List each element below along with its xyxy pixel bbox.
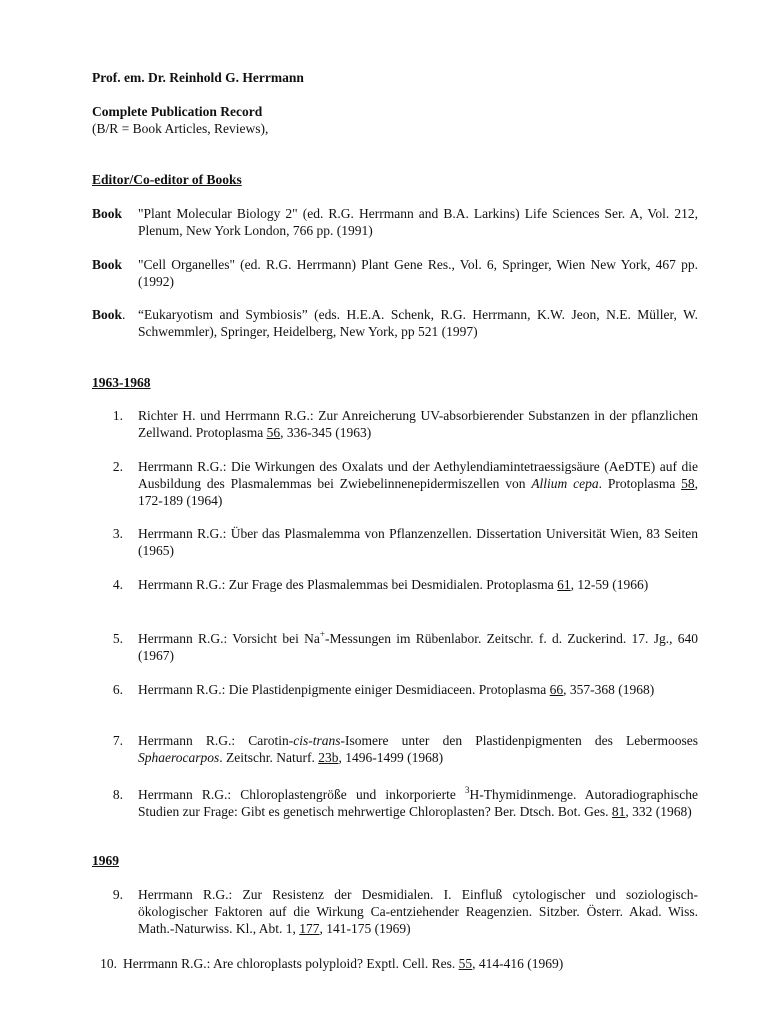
entry-number: 8. — [112, 787, 123, 802]
document-title: Complete Publication Record — [92, 104, 263, 119]
entry-number: 6. — [112, 682, 123, 697]
book-label: Book — [92, 257, 123, 272]
book-label: Book — [92, 206, 123, 221]
book-text: “Eukaryotism and Symbiosis” (eds. H.E.A. Schenk, R.G. Herrmann, K.W. Jeon, N.E. Müller, W. Schwemmler), Springer, Heidelberg, New York, pp 521 (1997) — [138, 307, 698, 339]
editor-heading: Editor/Co-editor of Books — [92, 172, 242, 187]
entry-text: Herrmann R.G.: Zur Resistenz der Desmidialen. I. Einfluß cytologischer und soziologisch-ökologischer Faktoren auf die Wirkung Ca-entziehender Reagenzien. Sitzber. Österr. Akad. Wiss. Math.-Naturwiss. Kl., Abt. 1, 177, 141-175 (1969) — [138, 887, 698, 936]
entry-text: Herrmann R.G.: Chloroplastengröße und inkorporierte $^3$H-Thymidinmenge. Autoradiographische Studien zur Frage: Gibt es genetisch mehrwertige Chloroplasten? Ber. Dtsch. Bot. Ges. 81, 332 (1968) — [138, 785, 698, 819]
entry-text: Herrmann R.G.: Are chloroplasts polyploid? Exptl. Cell. Res. 55, 414-416 (1969) — [123, 956, 564, 971]
book-label: Book. — [92, 307, 126, 322]
author-name: Prof. em. Dr. Reinhold G. Herrmann — [92, 70, 304, 85]
entry-text: Herrmann R.G.: Zur Frage des Plasmalemmas bei Desmidialen. Protoplasma 61, 12-59 (1966) — [138, 577, 649, 592]
entry-number: 10. — [100, 956, 117, 971]
entry-text: Herrmann R.G.: Vorsicht bei Na+-Messungen im Rübenlabor. Zeitschr. f. d. Zuckerind. 17. Jg., 640 (1967) — [138, 629, 698, 663]
entry-number: 2. — [112, 459, 123, 474]
entry-number: 1. — [112, 408, 123, 423]
entry-number: 3. — [112, 526, 123, 541]
entry-text: Richter H. und Herrmann R.G.: Zur Anreicherung UV-absorbierender Substanzen in der pflanzlichen Zellwand. Protoplasma 56, 336-345 (1963) — [138, 408, 698, 440]
entry-number: 7. — [112, 733, 123, 748]
entry-text: Herrmann R.G.: Die Wirkungen des Oxalats und der Aethylendiamintetraessigsäure (AeDTE) auf die Ausbildung des Plasmalemmas bei Zwiebelinnenepidermiszellen von Allium cepa. Protoplasma 58, 172-189 (1964) — [138, 459, 699, 508]
entry-text: Herrmann R.G.: Die Plastidenpigmente einiger Desmidiaceen. Protoplasma 66, 357-368 (1968) — [138, 682, 655, 697]
entry-text: Herrmann R.G.: Über das Plasmalemma von Pflanzenzellen. Dissertation Universität Wien, 83 Seiten (1965) — [138, 526, 698, 558]
section-heading-1963-1968: 1963-1968 — [92, 375, 151, 390]
abbreviation-legend: (B/R = Book Articles, Reviews), — [92, 121, 269, 136]
entry-number: 5. — [112, 631, 123, 646]
book-text: "Cell Organelles" (ed. R.G. Herrmann) Plant Gene Res., Vol. 6, Springer, Wien New York, 467 pp. (1992) — [138, 257, 698, 289]
entry-number: 9. — [112, 887, 123, 902]
book-text: "Plant Molecular Biology 2" (ed. R.G. Herrmann and B.A. Larkins) Life Sciences Ser. A, Vol. 212, Plenum, New York London, 766 pp. (1991) — [138, 206, 698, 238]
section-heading-1969: 1969 — [92, 853, 119, 868]
entry-text: Herrmann R.G.: Carotin-cis-trans-Isomere unter den Plastidenpigmenten des Lebermooses Sphaerocarpos. Zeitschr. Naturf. 23b, 1496-1499 (1968) — [138, 733, 698, 765]
entry-number: 4. — [112, 577, 123, 592]
